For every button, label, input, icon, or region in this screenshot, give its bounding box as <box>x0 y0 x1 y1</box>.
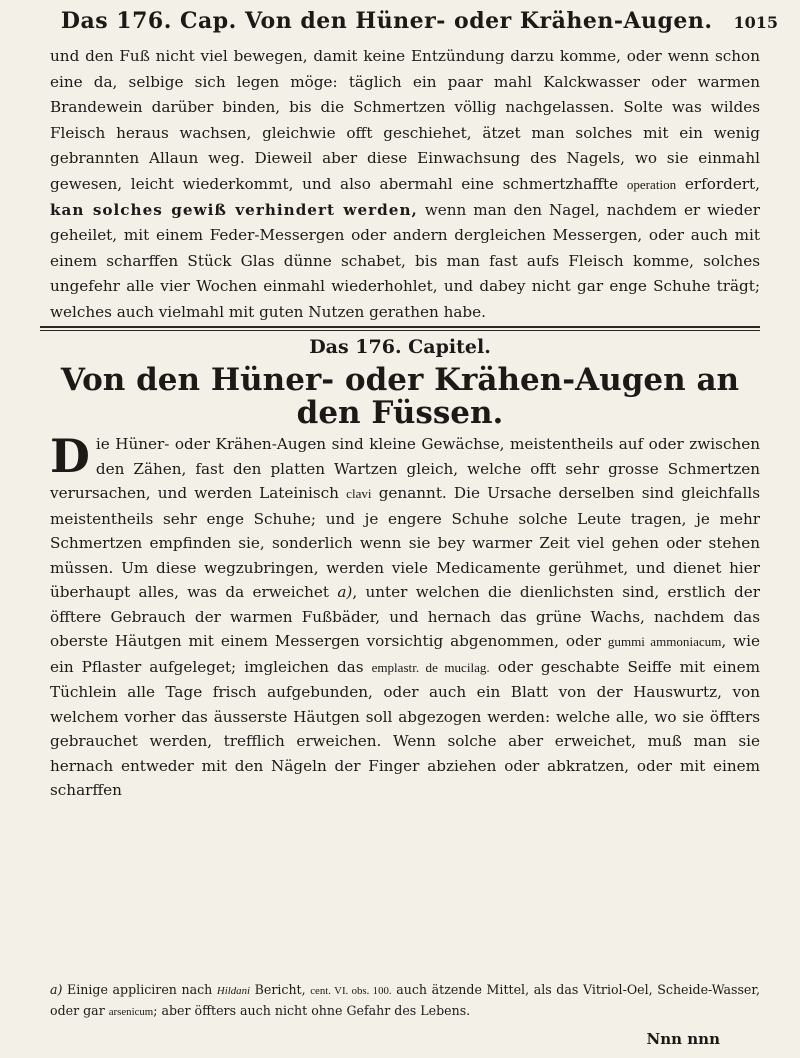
emphasized-text: kan solches gewiß verhindert werden, <box>50 200 418 219</box>
footnote <box>50 980 760 1022</box>
text-run: , unter welchen die dienlichsten sind, erstlich der öfftere Gebrauch der warmen Fußbäder, und hernach das grüne Wachs, nachdem das oberste Häutgen mit einem Messergen vorsichtig abgenommen, oder <box>50 583 760 650</box>
paragraph-continuation <box>50 44 760 326</box>
latin-term: arsenicum <box>108 1006 154 1018</box>
text-run: und den Fuß nicht viel bewegen, damit keine Entzündung darzu komme, oder wenn schon eine da, selbige sich legen möge: täglich ein paar mahl Kalckwasser oder warmen Brandewein darüber binden, bis die Schmertzen völlig nachgelassen. Solte was wildes Fleisch heraus wachsen, gleichwie offt geschiehet, ätzet man solches mit ein wenig gebrannten Allaun weg. Dieweil aber diese Einwachsung des Nagels, wo sie einmahl gewesen, leicht wiederkommt, und also abermahl eine schmertzhaffte <box>50 47 760 193</box>
latin-term: emplastr. de mucilag. <box>371 659 490 675</box>
chapter-number: Das 176. Capitel. <box>309 336 491 358</box>
chapter-title-line2: den Füssen. <box>296 395 504 431</box>
latin-term: clavi <box>346 486 372 501</box>
chapter-divider <box>40 326 760 328</box>
latin-term: Hildani <box>216 985 251 997</box>
text-run: Bericht, <box>250 982 311 997</box>
text-run: Einige appliciren nach <box>62 982 217 997</box>
chapter-divider-thin <box>40 330 760 331</box>
drop-cap: D <box>50 429 90 483</box>
text-run: oder geschabte Seiffe mit einem Tüchlein alle Tage frisch aufgebunden, oder auch ein Blatt von der Hauswurtz, von welchem vorher das äusserste Häutgen soll abgezogen werden: welche alle, wo sie öffters gebrauchet werden, trefflich erweichen. Wenn solche aber erweichet, muß man sie hernach entweder mit den Nägeln der Finger abziehen oder abkratzen, oder mit einem scharffen <box>50 657 760 799</box>
catchword-signature: Nnn nnn <box>646 1030 720 1048</box>
latin-term: cent. VI. obs. 100. <box>310 985 392 997</box>
running-title: Das 176. Cap. Von den Hüner- oder Krähen-Augen. <box>60 8 713 34</box>
text-run: ; aber öffters auch nicht ohne Gefahr des Lebens. <box>153 1003 471 1018</box>
footnote-marker: a) <box>50 982 63 997</box>
chapter-body-paragraph <box>50 429 760 803</box>
footnote-reference: a) <box>337 583 353 601</box>
text-run: , wie ein Pflaster aufgeleget; imgleichen das <box>50 632 760 676</box>
text-run: genannt. Die Ursache derselben sind gleichfalls meistentheils sehr enge Schuhe; und je engere Schuhe solche Leute tragen, je mehr Schmertzen empfinden sie, sonderlich wenn sie bey warmer Zeit viel gehen oder stehen müssen. Um diese wegzubringen, werden viele Medicamente gerühmet, und dienet hier überhaupt alles, was da erweichet <box>50 484 760 601</box>
text-run: auch ätzende Mittel, als das Vitriol-Oel, Scheide-Wasser, oder gar <box>50 982 760 1018</box>
page-number: 1015 <box>733 13 778 32</box>
chapter-title: Von den Hüner- oder Krähen-Augen an <box>60 362 740 398</box>
text-run: erfordert, <box>676 174 760 193</box>
running-head <box>40 8 778 38</box>
latin-term: gummi ammoniacum <box>607 634 722 649</box>
latin-term: operation <box>626 176 677 192</box>
text-run: ie Hüner- oder Krähen-Augen sind kleine Gewächse, meistentheils auf oder zwischen den Zähen, fast den platten Wartzen gleich, welche offt sehr grosse Schmertzen verursachen, und werden Lateinisch <box>50 435 760 502</box>
text-run: wenn man den Nagel, nachdem er wieder geheilet, mit einem Feder-Messergen oder andern dergleichen Messergen, oder auch mit einem scharffen Stück Glas dünne schabet, bis man fast aufs Fleisch komme, solches ungefehr alle vier Wochen einmahl wiederhohlet, und dabey nicht gar enge Schuhe trägt; welches auch vielmahl mit guten Nutzen gerathen habe. <box>50 200 760 321</box>
